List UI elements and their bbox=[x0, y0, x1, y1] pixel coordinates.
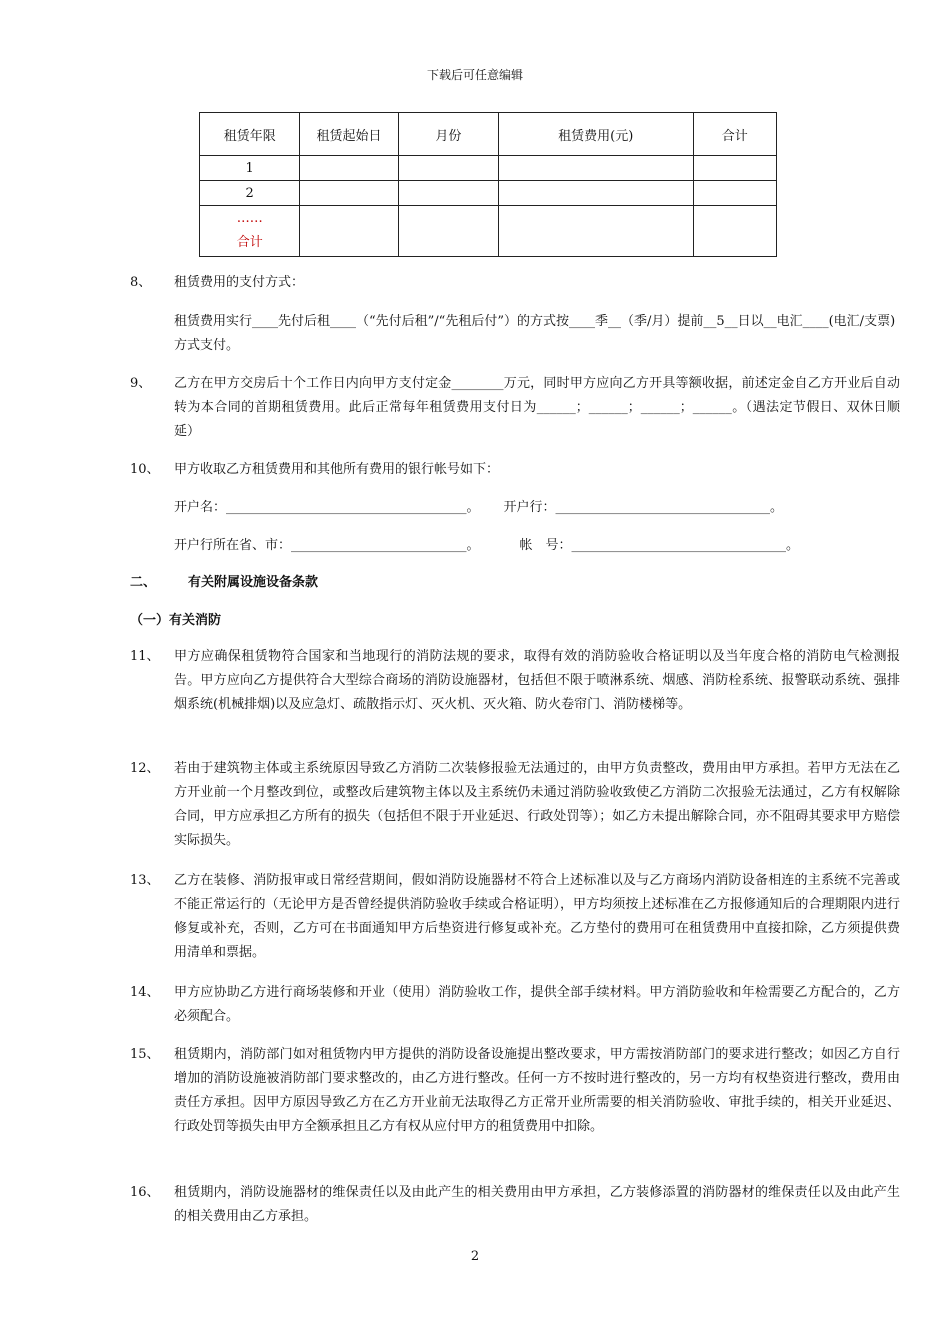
clause-number: 14、 bbox=[130, 985, 160, 1000]
bank-name-blank: _________________________________ bbox=[555, 500, 771, 515]
clause-number: 8、 bbox=[130, 275, 152, 290]
table-cell bbox=[693, 181, 776, 206]
account-number-label: 帐 号： bbox=[519, 538, 572, 553]
ellipsis-label: …… bbox=[236, 211, 263, 226]
section-title: 有关附属设施设备条款 bbox=[188, 575, 319, 590]
bank-location-label: 开户行所在省、市： bbox=[174, 538, 292, 553]
period: 。 bbox=[466, 538, 480, 553]
clause-text: 甲方应协助乙方进行商场装修和开业（使用）消防验收工作，提供全部手续材料。甲方消防验收和年检需要乙方配合的，乙方必须配合。 bbox=[174, 985, 900, 1024]
clause-13 bbox=[130, 869, 900, 965]
section-number: 二、 bbox=[130, 575, 157, 590]
col-header: 合计 bbox=[693, 113, 776, 156]
rent-table bbox=[199, 112, 777, 257]
table-row bbox=[200, 206, 777, 257]
row-number: 1 bbox=[200, 156, 300, 181]
table-cell bbox=[498, 206, 693, 257]
account-name-blank: _____________________________________ bbox=[226, 500, 467, 515]
clause-15 bbox=[130, 1043, 900, 1139]
bank-line-2 bbox=[174, 534, 900, 558]
clause-text: 乙方在甲方交房后十个工作日内向甲方支付定金________万元，同时甲方应向乙方开具等额收据，前述定金自乙方开业后自动转为本合同的首期租赁费用。此后正常每年租赁费用支付日为______；______；______；______。（遇法定节假日、双休日顺延） bbox=[174, 376, 900, 439]
table-cell bbox=[300, 206, 398, 257]
col-header: 租赁起始日 bbox=[300, 113, 398, 156]
clause-number: 13、 bbox=[130, 873, 160, 888]
total-label: 合计 bbox=[236, 235, 263, 250]
page-number: 2 bbox=[470, 1249, 480, 1264]
clause-number: 12、 bbox=[130, 761, 160, 776]
clause-text: 租赁期内，消防设施器材的维保责任以及由此产生的相关费用由甲方承担，乙方装修添置的消防器材的维保责任以及由此产生的相关费用由乙方承担。 bbox=[174, 1185, 900, 1224]
period: 。 bbox=[786, 538, 800, 553]
table-cell bbox=[498, 181, 693, 206]
account-name-label: 开户名： bbox=[174, 500, 227, 515]
section-two-heading bbox=[130, 571, 318, 590]
period: 。 bbox=[770, 500, 784, 515]
clause-text: 租赁费用的支付方式： bbox=[174, 275, 305, 290]
bank-location-blank: ___________________________ bbox=[291, 538, 467, 553]
payment-method-text: 租赁费用实行____先付后租____（“先付后租”/“先租后付”）的方式按____季__（季/月）提前__5__日以__电汇____(电汇/支票)方式支付。 bbox=[174, 314, 896, 353]
clause-14 bbox=[130, 981, 900, 1029]
page-header: 下载后可任意编辑 bbox=[426, 68, 523, 82]
clause-text: 租赁期内，消防部门如对租赁物内甲方提供的消防设备设施提出整改要求，甲方需按消防部门的要求进行整改；如因乙方自行增加的消防设施被消防部门要求整改的，由乙方进行整改。任何一方不按时进行整改的，另一方均有权垫资进行整改，费用由责任方承担。因甲方原因导致乙方在乙方开业前无法取得乙方正常开业所需要的相关消防验收、审批手续的，相关开业延迟、行政处罚等损失由甲方全额承担且乙方有权从应付甲方的租赁费用中扣除。 bbox=[174, 1047, 900, 1134]
total-cell bbox=[200, 206, 300, 257]
clause-9 bbox=[130, 372, 900, 444]
table-header-row bbox=[200, 113, 777, 156]
clause-number: 10、 bbox=[130, 462, 160, 477]
clause-text: 甲方应确保租赁物符合国家和当地现行的消防法规的要求，取得有效的消防验收合格证明以及当年度合格的消防电气检测报告。甲方应向乙方提供符合大型综合商场的消防设施器材，包括但不限于喷淋系统、烟感、消防栓系统、报警联动系统、强排烟系统(机械排烟)以及应急灯、疏散指示灯、灭火机、灭火箱、防火卷帘门、消防楼梯等。 bbox=[174, 649, 900, 712]
bank-name-label: 开户行： bbox=[503, 500, 556, 515]
clause-number: 16、 bbox=[130, 1185, 160, 1200]
subsection-heading: （一）有关消防 bbox=[130, 613, 222, 628]
clause-11 bbox=[130, 645, 900, 717]
account-number-blank: _________________________________ bbox=[571, 538, 787, 553]
clause-16 bbox=[130, 1181, 900, 1229]
table-cell bbox=[300, 181, 398, 206]
clause-12 bbox=[130, 757, 900, 853]
col-header: 租赁年限 bbox=[200, 113, 300, 156]
clause-text: 若由于建筑物主体或主系统原因导致乙方消防二次装修报验无法通过的，由甲方负责整改，费用由甲方承担。若甲方无法在乙方开业前一个月整改到位，或整改后建筑物主体以及主系统仍未通过消防验收致使乙方消防二次报验无法通过，乙方有权解除合同，甲方应承担乙方所有的损失（包括但不限于开业延迟、行政处罚等）；如乙方未提出解除合同，亦不阻碍其要求甲方赔偿实际损失。 bbox=[174, 761, 900, 848]
table-row bbox=[200, 156, 777, 181]
table-cell bbox=[398, 181, 498, 206]
col-header: 租赁费用(元) bbox=[498, 113, 693, 156]
clause-number: 11、 bbox=[130, 649, 160, 664]
clause-10 bbox=[130, 458, 900, 482]
bank-line-1 bbox=[174, 496, 900, 520]
table-cell bbox=[398, 156, 498, 181]
period: 。 bbox=[466, 500, 480, 515]
table-cell bbox=[693, 156, 776, 181]
table-cell bbox=[300, 156, 398, 181]
table-row bbox=[200, 181, 777, 206]
row-number: 2 bbox=[200, 181, 300, 206]
clause-text: 甲方收取乙方租赁费用和其他所有费用的银行帐号如下： bbox=[174, 462, 500, 477]
clause-text: 乙方在装修、消防报审或日常经营期间，假如消防设施器材不符合上述标准以及与乙方商场内消防设备相连的主系统不完善或不能正常运行的（无论甲方是否曾经提供消防验收手续或合格证明），甲方均须按上述标准在乙方报修通知后的合理期限内进行修复或补充，否则，乙方可在书面通知甲方后垫资进行修复或补充。乙方垫付的费用可在租赁费用中直接扣除，乙方须提供费用清单和票据。 bbox=[174, 873, 900, 960]
clause-8 bbox=[130, 271, 900, 295]
table-cell bbox=[693, 206, 776, 257]
clause-number: 15、 bbox=[130, 1047, 160, 1062]
table-cell bbox=[498, 156, 693, 181]
table-cell bbox=[398, 206, 498, 257]
clause-number: 9、 bbox=[130, 376, 152, 391]
col-header: 月份 bbox=[398, 113, 498, 156]
